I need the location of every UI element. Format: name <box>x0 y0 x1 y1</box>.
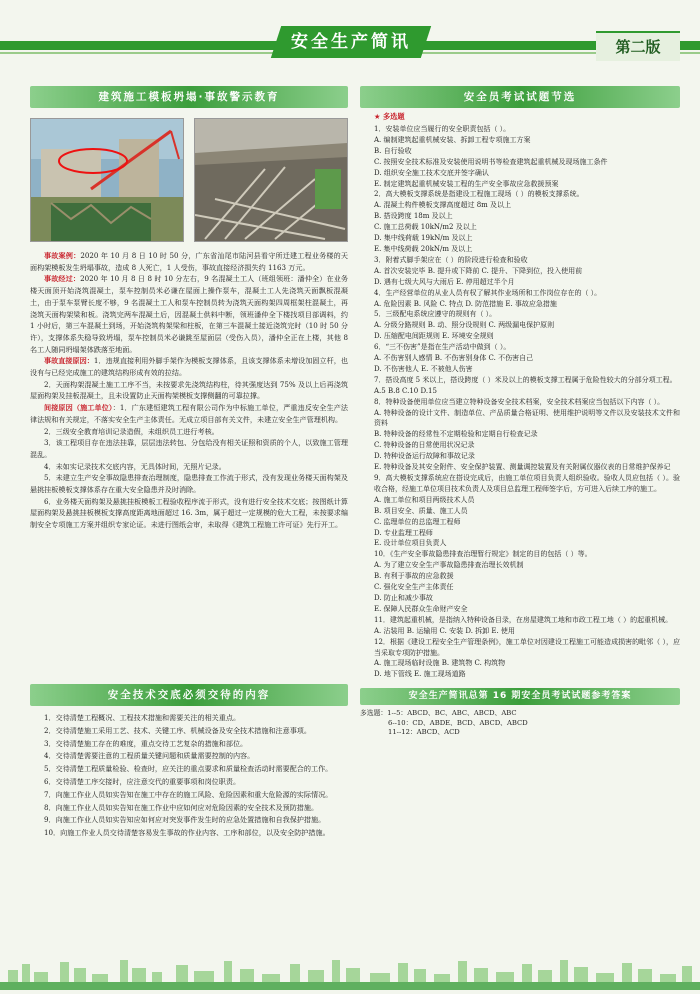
safety-item: 1．交待清楚工程概况、工程技术措施和需要关注的相关重点。 <box>44 713 241 722</box>
exam-question: 4．生产经营单位的从业人员有权了解其作业场所和工作岗位存在的（ ）。 <box>374 288 602 297</box>
case-paragraph: 2．三级安全教育培训记录造假，未组织员工进行考核。 <box>44 426 219 436</box>
case-paragraph: 事故直接原因：1．违规直接利用外脚手架作为模板支撑体系，且该支撑体系未增设加固立杆，也没有与已经完成施工的建筑结构形成有效的拉结。 <box>30 356 349 378</box>
exam-option: D. 组织安全施工技术交底并签字确认 <box>374 168 489 177</box>
exam-option: E. 保障人民群众生命财产安全 <box>374 604 468 613</box>
safety-item: 9．向施工作业人员如实告知应如何应对突发事件发生时的应急处置措施和自我保护措施。 <box>44 815 326 825</box>
safety-item: 5．交待清楚工程质量检验、检查时，应关注的重点要求和质量检查活动时需要配合的工作。 <box>44 764 333 774</box>
exam-question: 3．附着式脚手架应在（ ）的阶段进行检查和验收 <box>374 255 528 264</box>
case-paragraph: 5．未建立生产安全事故隐患排查治理制度，隐患排查工作流于形式，没有发现业务楼天面构架及悬挑挂板模板支撑体系存在重大安全隐患并及时消除。 <box>30 473 348 495</box>
exam-option: D. 专业监理工程师 <box>374 528 433 537</box>
exam-option: C. 强化安全生产主体责任 <box>374 583 454 592</box>
case-paragraph: 2．天面构架混凝土施工工序不当，未按要求先浇筑结构柱，待其强度达到 75% 及以上后再浇筑屋面构架及挂板混凝土，且未设置防止天面构架模板支撑侧翻的可靠拉撑。 <box>30 379 348 401</box>
exam-option: C. 监理单位的总监理工程师 <box>374 517 461 526</box>
exam-option: C. 特种设备的日常使用状况记录 <box>374 441 475 450</box>
newsletter-title: 安全生产简讯 <box>271 26 431 58</box>
exam-option: D. 压缩配电间距规则 E. 环境安全规则 <box>374 332 494 341</box>
case-article <box>30 250 348 531</box>
right-column <box>360 86 680 738</box>
exam-question: 9．高大模板支撑系统应在搭设完成后，由施工单位项目负责人组织验收。验收人员应包括（ ）。验收合格，经施工单位项目技术负责人及项目总监理工程师签字后，方可进入后续工序的施工。 <box>374 474 680 493</box>
case-paragraph: 6．业务楼天面构架及悬挑挂板模板工程验收程序流于形式，没有进行安全技术交底；按图纸计算屋面构架及悬挑挂板模板支撑高度距离地面超过 16. 3m，属于超过一定规模的危大工程，未按要求编制安全专项施工方案并组织专家论证。未进行图纸会审，未取得《建筑工程施工许可证》先行开工。 <box>30 496 348 530</box>
exam-question: 6．“三不伤害”是指在生产活动中做到（ ）。 <box>374 343 511 352</box>
safety-item: 10．向施工作业人员交待清楚容易发生事故的作业内容、工序和部位，以及安全防护措施。 <box>44 828 330 838</box>
case-paragraph: 事故案例：2020 年 10 月 8 日 10 时 50 分，广东省汕尾市陆河县看守所迁建工程业务楼的天面构架模板发生坍塌事故，造成 8 人死亡，1 人受伤，事故直接经济损失约 1163 万元。 <box>30 251 348 272</box>
exam-option: A. 施工现场临时设施 B. 建筑物 C. 构筑物 <box>374 659 506 668</box>
left-column <box>30 86 349 838</box>
exam-option: E. 特种设备及其安全附件、安全保护装置、测量调控装置及有关附属仪器仪表的日常维护保养记 <box>374 463 671 472</box>
exam-option: A. 编制建筑起重机械安装、拆卸工程专项施工方案 <box>374 135 531 144</box>
exam-option: E. 设计单位项目负责人 <box>374 539 447 548</box>
exam-question: 8．特种设备使用单位应当建立特种设备安全技术档案，安全技术档案应当包括以下内容（ ）。 <box>374 397 665 406</box>
exam-option: B. 有利于事故的应急救援 <box>374 572 454 581</box>
answers-block <box>360 709 680 738</box>
case-paragraph: 3．该工程项目存在违法挂靠，层层违法转包、分包给没有相关证照和资质的个人，以致施工管理混乱。 <box>30 438 348 459</box>
safety-item: 3．交待清楚施工存在的难度，重点交待工艺复杂的措施和部位。 <box>44 738 248 748</box>
exam-option: D. 地下管线 E. 施工现场道路 <box>374 670 466 679</box>
question-type-label: ★ 多选题 <box>374 112 405 121</box>
exam-option: D. 特种设备运行故障和事故记录 <box>374 452 475 461</box>
exam-question-list <box>360 124 680 680</box>
safety-list <box>30 712 348 840</box>
exam-option: E. 制定建筑起重机械安装工程的生产安全事故应急救援预案 <box>374 179 559 188</box>
exam-option: D. 不伤害他人 E. 不被他人伤害 <box>374 364 473 373</box>
exam-question: 1．安装单位应当履行的安全职责包括（ ）。 <box>374 125 511 133</box>
exam-option: A. 为了建立安全生产事故隐患排查治理长效机制 <box>374 561 524 570</box>
exam-option: A. 沾装用 B. 运输用 C. 安装 D. 拆卸 E. 使用 <box>374 626 515 635</box>
exam-option: B. 搭设跨度 18m 及以上 <box>374 212 453 221</box>
exam-question: 11．建筑起重机械，是指纳入特种设备目录，在房屋建筑工地和市政工程工地（ ）的起重机械。 <box>374 615 673 624</box>
footer-skyline <box>0 956 700 990</box>
case-paragraph: 4．未如实记录技术交底内容，无具体时间，无照片记录。 <box>44 461 226 471</box>
safety-section <box>30 684 348 840</box>
exam-option: B. 自行验收 <box>374 146 412 155</box>
exam-option: D. 遇有七级大风与大雨后 E. 停用超过半个月 <box>374 277 515 286</box>
page-header <box>0 0 700 62</box>
exam-option: A. 分级分路规则 B. 动、照分设规则 C. 两级漏电保护原则 <box>374 321 555 330</box>
exam-question: 7．搭设高度 5 米以上，搭设跨度（ ）米及以上的模板支撑工程属于危险性较大的分部分项工程。 <box>374 375 677 384</box>
answers-line: 6--10：CD、ABDE、BCD、ABCD、ABCD <box>388 718 528 727</box>
safety-item: 6．交待清楚工序交接时，应注意交代的重要事项和岗位职责。 <box>44 776 241 786</box>
exam-question: 2．高大模板支撑系统是指建设工程施工现场（ ）的模板支撑系统。 <box>374 190 584 199</box>
exam-question: 5．三级配电系统应遵守的规则有（ ）。 <box>374 310 497 319</box>
answers-band: 安全生产简讯总第 16 期安全员考试试题参考答案 <box>360 688 680 705</box>
safety-band: 安全技术交底必须交待的内容 <box>30 684 348 706</box>
exam-option: E. 集中线荷载 20kN/m 及以上 <box>374 244 473 253</box>
edition-label: 第二版 <box>596 31 680 61</box>
exam-option: A. 首次安装完毕 B. 提升或下降前 C. 提升、下降到位，投入使用前 <box>374 266 583 275</box>
exam-option: A. 施工单位和项目两级技术人员 <box>374 495 475 504</box>
exam-option: A. 不伤害别人感情 B. 不伤害别身体 C. 不伤害自己 <box>374 354 534 363</box>
case-band: 建筑施工模板坍塌·事故警示教育 <box>30 86 348 108</box>
exam-option: C. 按照安全技术标准及安装使用说明书等检查建筑起重机械及现场施工条件 <box>374 157 608 166</box>
safety-item: 2．交待清楚施工采用工艺、技术、关键工序、机械设备及安全技术措施和注意事项。 <box>44 725 311 735</box>
exam-question: 12．根据《建设工程安全生产管理条例》，施工单位对因建设工程施工可能造成损害的毗邻（ ），应当采取专项防护措施。 <box>374 637 680 657</box>
safety-item: 8．向施工作业人员如实告知在施工作业中应如何应对危险因素的安全技术及预防措施。 <box>44 802 319 812</box>
exam-option: A.5 B.8 C.10 D.15 <box>374 386 437 395</box>
exam-question: 10．《生产安全事故隐患排查治理暂行规定》制定的目的包括（ ）等。 <box>374 550 592 559</box>
case-paragraph: 事故经过：2020 年 10 月 8 日 8 时 10 分左右，9 名混凝土工人（班组领班：潘仲全）在业务楼天面顶开始浇筑混凝土，泵车控制员米必谦在屋面上操作泵车，混凝土工人先浇筑天面飘板混凝土，由于泵车泵臂长度不够，9 名混凝土工人和泵车控制员转为浇筑天面构架四周框架柱混凝土，再浇筑天面构架梁和板。浇筑完两车混凝土后，因混凝土供料中断，领班潘仲全下楼找项目部调料，约 1 小时后，第三车混凝土到场，开始浇筑构架梁和柱板，在第三车混凝土接近浇筑完时（10 时 50 分许），支撑体系失稳导致坍塌，泵车控制员米必谦跳至屋面层（受伤入员），潘仲全正在上楼，其他 8 名工人随同坍塌架体跌落至地面。 <box>30 274 348 354</box>
exam-option: D. 集中线荷载 19kN/m 及以上 <box>374 234 473 243</box>
exam-option: B. 特种设备的经常性不定期检验和定期自行检查记录 <box>374 430 538 439</box>
exam-band: 安全员考试试题节选 <box>360 86 680 108</box>
accident-photos <box>30 118 348 242</box>
accident-photo-collapse <box>194 118 348 242</box>
safety-item: 7．向施工作业人员如实告知在施工中存在的施工风险、危险因素和重大危险源的实际情况。 <box>44 789 333 799</box>
exam-option: D. 防止和减少事故 <box>374 593 433 602</box>
safety-item: 4．交待清楚需要注意的工程质量关键问题和质量需要控制的内容。 <box>44 751 255 761</box>
exam-option: C. 施工总荷载 10kN/m2 及以上 <box>374 223 477 232</box>
answers-line: 多选题：1--5：ABCD、BC、ABC、ABCD、ABC <box>360 709 517 718</box>
answers-line: 11--12：ABCD、ACD <box>388 728 460 737</box>
exam-option: A. 特种设备的设计文件、制造单位、产品质量合格证明、使用维护说明等文件以及安装技术文件和资料 <box>374 408 680 428</box>
exam-option: A. 混凝土构件模板支撑高度超过 8m 及以上 <box>374 201 512 210</box>
accident-photo-site <box>30 118 184 242</box>
case-paragraph: 间接原因（施工单位）：1．广东建恒建筑工程有限公司作为中标施工单位，严重违反安全生产法律法规和有关规定，不落实安全生产主体责任。无成立项目部有关文件，未建立安全生产管理机构。 <box>30 403 349 424</box>
exam-option: A. 危险因素 B. 风险 C. 特点 D. 防范措施 E. 事故应急措施 <box>374 299 557 308</box>
exam-option: B. 项目安全、质量、施工人员 <box>374 506 468 515</box>
